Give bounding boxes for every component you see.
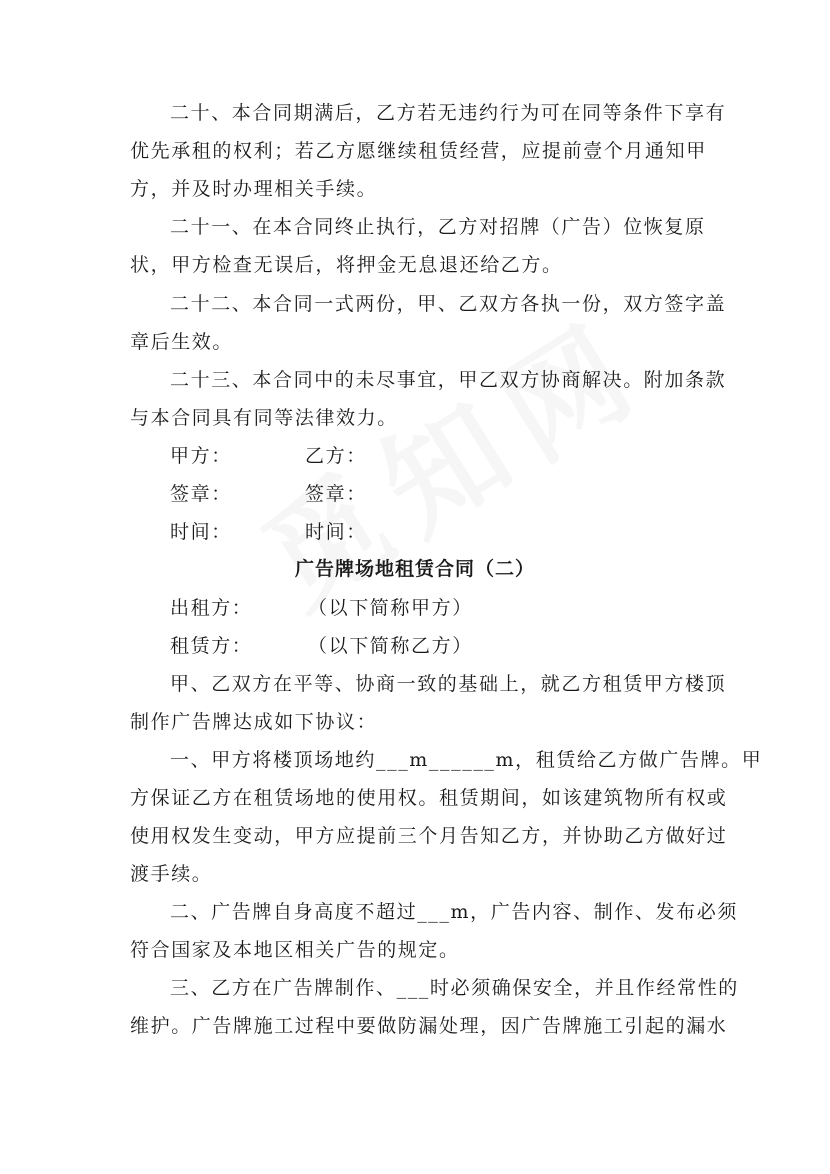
c2-clause-2-line-1: 二、广告牌自身高度不超过___m，广告内容、制作、发布必须 (170, 901, 738, 923)
c2-clause-3-line-1: 三、乙方在广告牌制作、___时必须确保安全，并且作经常性的 (170, 977, 739, 999)
clause-20-line-2: 优先承租的权利；若乙方愿继续租赁经营，应提前壹个月通知甲 (130, 140, 707, 162)
clause-20-line-3: 方，并及时办理相关手续。 (130, 178, 378, 200)
party-b-label: 乙方： (305, 445, 367, 467)
party-a-label: 甲方： (170, 445, 232, 467)
watermark (226, 272, 673, 640)
clause-21-line-1: 二十一、在本合同终止执行，乙方对招牌（广告）位恢复原 (170, 216, 706, 238)
clause-22-line-1: 二十二、本合同一式两份，甲、乙双方各执一份，双方签字盖 (170, 293, 727, 315)
c2-clause-1-line-4: 渡手续。 (130, 863, 213, 885)
lessor-label: 出租方： (170, 597, 253, 619)
c2-clause-1-line-3: 使用权发生变动，甲方应提前三个月告知乙方，并协助乙方做好过 (130, 825, 728, 847)
time-a-label: 时间： (170, 521, 232, 543)
lessor-note: （以下简称甲方） (308, 597, 473, 619)
c2-clause-1-line-1: 一、甲方将楼顶场地约___m______m，租赁给乙方做广告牌。甲 (170, 749, 763, 771)
clause-21-line-2: 状，甲方检查无误后，将押金无息退还给乙方。 (130, 254, 563, 276)
contract-2-title: 广告牌场地租赁合同（二） (294, 558, 535, 580)
lessee-label: 租赁方： (170, 635, 253, 657)
intro-line-2: 制作广告牌达成如下协议： (130, 711, 378, 733)
intro-line-1: 甲、乙双方在平等、协商一致的基础上，就乙方租赁甲方楼顶 (170, 673, 727, 695)
seal-a-label: 签章： (170, 483, 232, 505)
clause-20-line-1: 二十、本合同期满后，乙方若无违约行为可在同等条件下享有 (170, 102, 727, 124)
seal-b-label: 签章： (305, 483, 367, 505)
c2-clause-3-line-2: 维护。广告牌施工过程中要做防漏处理，因广告牌施工引起的漏水 (130, 1015, 728, 1037)
c2-clause-2-line-2: 符合国家及本地区相关广告的规定。 (130, 939, 460, 961)
clause-23-line-2: 与本合同具有同等法律效力。 (130, 407, 398, 429)
clause-23-line-1: 二十三、本合同中的未尽事宜，甲乙双方协商解决。附加条款 (170, 369, 727, 391)
clause-22-line-2: 章后生效。 (130, 331, 234, 353)
time-b-label: 时间： (305, 521, 367, 543)
lessee-note: （以下简称乙方） (308, 635, 473, 657)
c2-clause-1-line-2: 方保证乙方在租赁场地的使用权。租赁期间，如该建筑物所有权或 (130, 787, 728, 809)
